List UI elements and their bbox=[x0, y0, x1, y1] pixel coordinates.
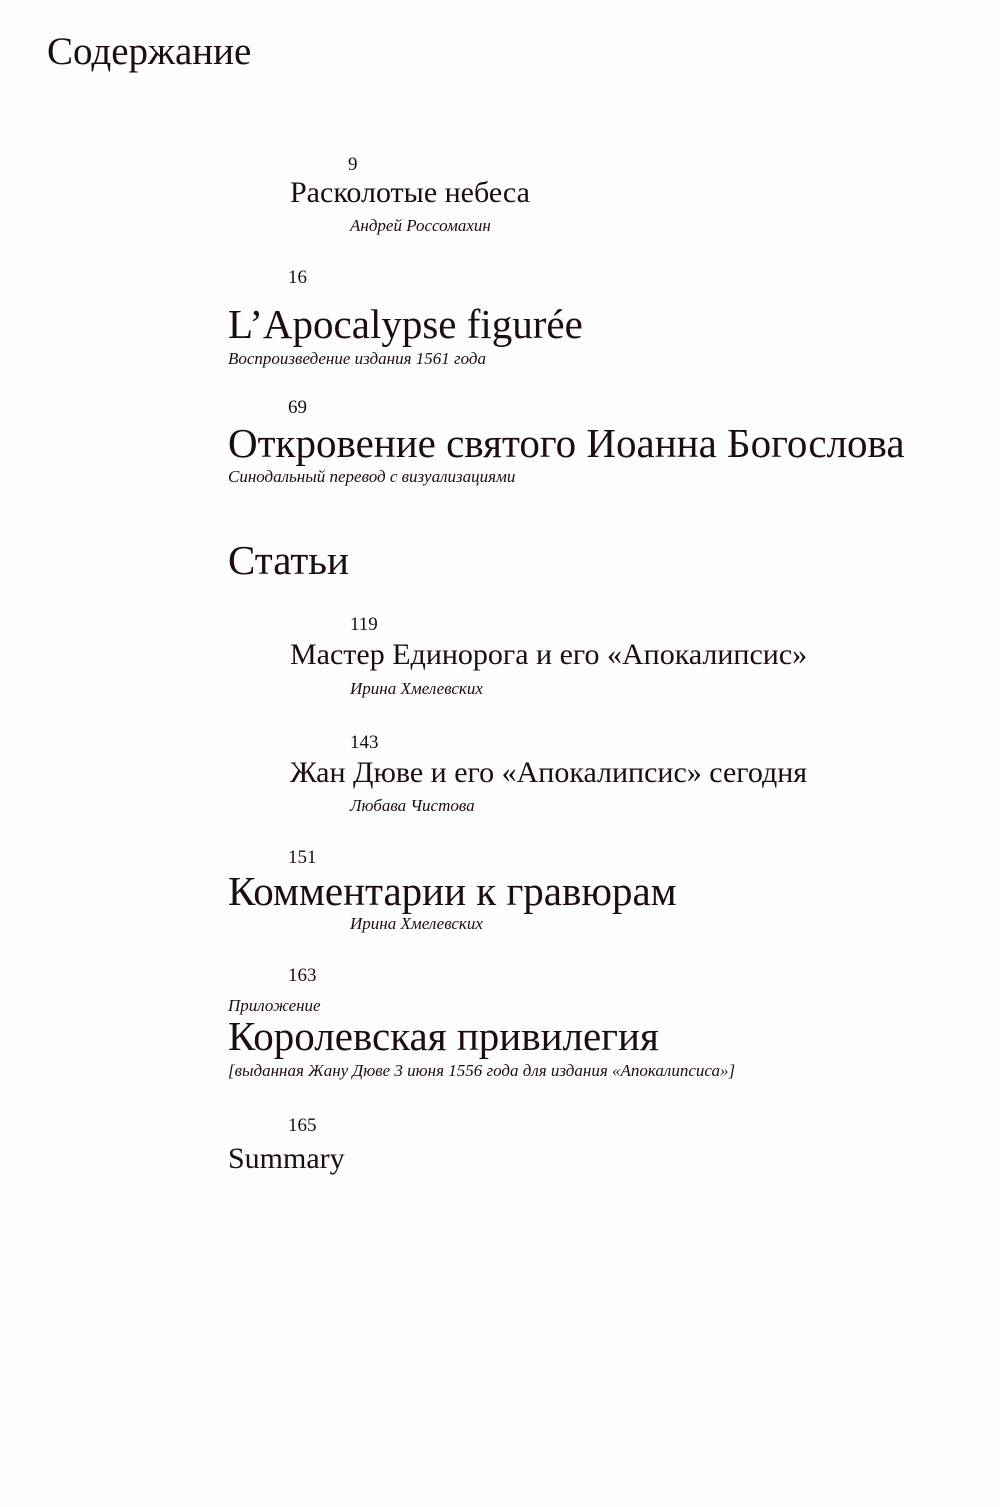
entry-author: Ирина Хмелевских bbox=[350, 914, 483, 933]
page-number: 143 bbox=[350, 732, 379, 753]
entry-title: Комментарии к гравюрам bbox=[228, 868, 677, 914]
entry-kicker: Приложение bbox=[228, 996, 321, 1015]
entry-author: Любава Чистова bbox=[350, 796, 475, 815]
entry-title: Жан Дюве и его «Апокалипсис» сегодня bbox=[290, 756, 808, 789]
entry-title: Откровение святого Иоанна Богослова bbox=[228, 420, 905, 466]
page-number: 119 bbox=[350, 614, 378, 635]
entry-subtitle: Воспроизведение издания 1561 года bbox=[228, 349, 486, 368]
entry-subtitle: [выданная Жану Дюве 3 июня 1556 года для издания «Апокалипсиса»] bbox=[228, 1061, 736, 1080]
page-number: 69 bbox=[288, 397, 307, 418]
entry-title: L’Apocalypse figurée bbox=[228, 301, 583, 347]
entry-title: Summary bbox=[228, 1142, 345, 1175]
page-number: 9 bbox=[348, 154, 358, 175]
entry-author: Ирина Хмелевских bbox=[350, 679, 483, 698]
page-number: 151 bbox=[288, 847, 317, 868]
entry-subtitle: Синодальный перевод с визуализациями bbox=[228, 467, 516, 486]
entry-author: Андрей Россомахин bbox=[350, 216, 491, 235]
section-heading: Статьи bbox=[228, 537, 349, 583]
page-number: 165 bbox=[288, 1115, 317, 1136]
page-number: 16 bbox=[288, 267, 307, 288]
page-number: 163 bbox=[288, 965, 317, 986]
entry-title: Расколотые небеса bbox=[290, 176, 530, 209]
entry-title: Королевская привилегия bbox=[228, 1013, 659, 1059]
entry-title: Мастер Единорога и его «Апокалипсис» bbox=[290, 638, 808, 671]
page-title: Содержание bbox=[47, 30, 252, 73]
